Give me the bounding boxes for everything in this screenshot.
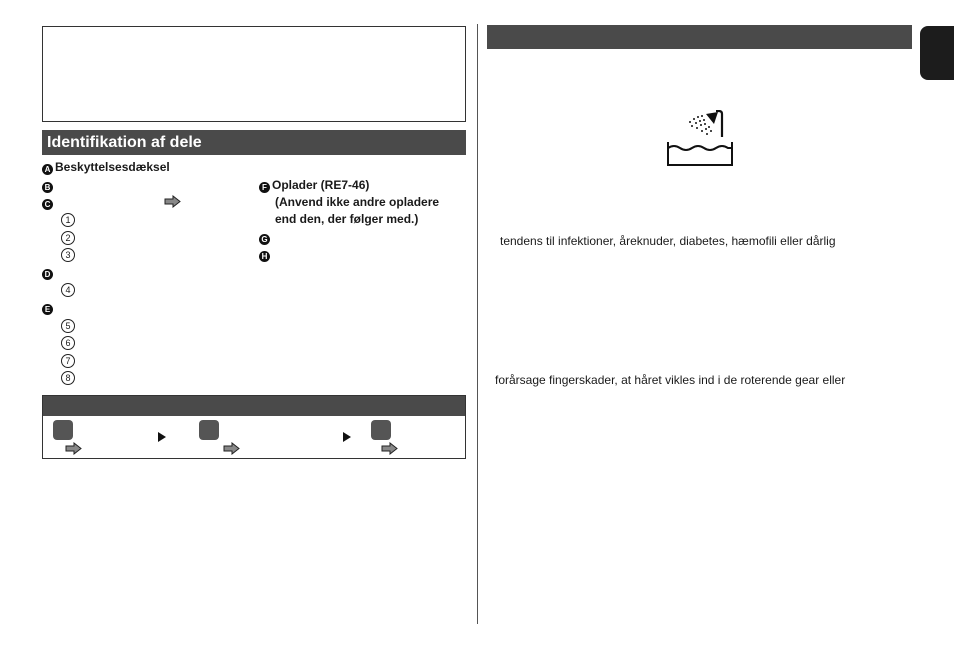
sub-item-2: 2 [61, 229, 75, 245]
section-heading [42, 130, 466, 155]
notice-box [42, 26, 466, 122]
step-1-marker [53, 420, 73, 440]
sub-item-6: 6 [61, 334, 75, 350]
badge-b: B [42, 182, 53, 193]
right-arrow-icon [381, 442, 399, 455]
paragraph-2: forårsage fingerskader, at håret vikles ind i de roterende gear eller [495, 373, 846, 387]
column-divider [477, 24, 478, 624]
right-arrow-icon [164, 195, 182, 208]
paragraph-1: tendens til infektioner, åreknuder, diabetes, hæmofili eller dårlig [500, 234, 836, 248]
sub-item-5: 5 [61, 317, 75, 333]
badge-f: F [259, 182, 270, 193]
play-triangle-icon [158, 432, 166, 442]
play-triangle-icon [343, 432, 351, 442]
steps-box [42, 395, 466, 459]
part-d [42, 264, 55, 280]
steps-header-bar [43, 396, 465, 416]
part-a-label: Beskyttelsesdæksel [55, 160, 170, 174]
shower-bath-icon [664, 110, 736, 170]
step-2-marker [199, 420, 219, 440]
sub-item-1: 1 [61, 211, 75, 227]
sub-item-4: 4 [61, 281, 75, 297]
part-a [42, 159, 170, 175]
part-b [42, 177, 55, 193]
right-arrow-icon [65, 442, 83, 455]
part-f-line3: end den, der følger med.) [275, 212, 419, 226]
step-3-marker [371, 420, 391, 440]
section-title: Identifikation af dele [47, 134, 202, 151]
badge-h: H [259, 251, 270, 262]
badge-g: G [259, 234, 270, 245]
part-f-line2: (Anvend ikke andre opladere [275, 195, 440, 209]
part-c [42, 194, 55, 210]
sub-item-3: 3 [61, 246, 75, 262]
badge-d: D [42, 269, 53, 280]
badge-e: E [42, 304, 53, 315]
part-f [259, 177, 369, 193]
right-section-bar [487, 25, 912, 49]
part-e [42, 299, 55, 315]
part-f-line1: Oplader (RE7-46) [272, 178, 370, 192]
part-h [259, 246, 272, 262]
right-arrow-icon [223, 442, 241, 455]
badge-a: A [42, 164, 53, 175]
part-g [259, 229, 272, 245]
sub-item-8: 8 [61, 369, 75, 385]
language-tab [920, 26, 954, 80]
sub-item-7: 7 [61, 352, 75, 368]
badge-c: C [42, 199, 53, 210]
